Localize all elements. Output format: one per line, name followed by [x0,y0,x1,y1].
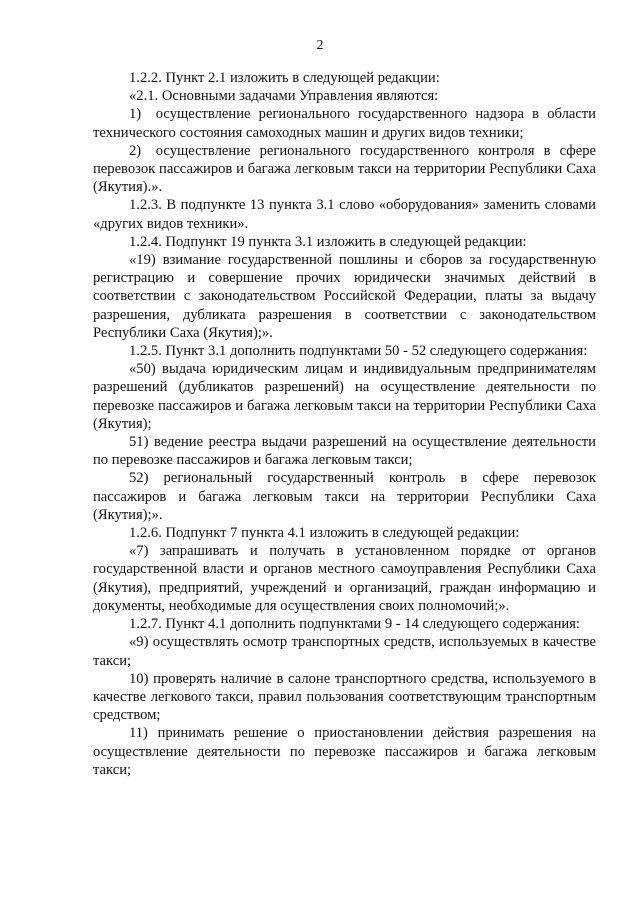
subitem-52: 52) региональный государственный контроль в сфере перевозок пассажиров и багажа легковым такси на территории Республики Саха (Якутия);». [93,470,596,523]
paragraph-1-2-2: 1.2.2. Пункт 2.1 изложить в следующей редакции: [129,70,440,86]
paragraph-1-2-6: 1.2.6. Подпункт 7 пункта 4.1 изложить в следующей редакции: [129,525,520,542]
subitem-10: 10) проверять наличие в салоне транспортного средства, используемого в качестве легкового такси, правил пользования соответствующим транспортным средством; [93,670,596,724]
page-number: 2 [316,38,324,53]
paragraph-1-2-3: 1.2.3. В подпункте 13 пункта 3.1 слово «оборудования» заменить словами «других видов техники». [93,197,596,232]
paragraph-2-1-heading: «2.1. Основными задачами Управления являются: [129,88,439,105]
document-body [93,69,596,779]
paragraph-1-2-4: 1.2.4. Подпункт 19 пункта 3.1 изложить в следующей редакции: [129,233,527,250]
paragraph-1-2-5: 1.2.5. Пункт 3.1 дополнить подпунктами 50 - 52 следующего содержания: [129,343,588,360]
subitem-50: «50) выдача юридическим лицам и индивидуальным предпринимателям разрешений (дубликатов разрешений) на осуществление деятельности по перевозке пассажиров и багажа легковым такси на территории Республики Саха (Якутия); [93,361,596,432]
subitem-9: «9) осуществлять осмотр транспортных средств, используемых в качестве такси; [93,634,596,669]
subitem-51: 51) ведение реестра выдачи разрешений на осуществление деятельности по перевозке пассажиров и багажа легковым такси; [93,434,596,469]
paragraph-1-2-7: 1.2.7. Пункт 4.1 дополнить подпунктами 9 - 14 следующего содержания: [129,616,580,633]
subitem-7: «7) запрашивать и получать в установленном порядке от органов государственной власти и органов местного самоуправления Республики Саха (Якутия), предприятий, учреждений и организаций, граждан информацию и документы, необходимые для осуществления своих полномочий;». [93,543,596,614]
subitem-19: «19) взимание государственной пошлины и сборов за государственную регистрацию и совершение прочих юридически значимых действий в соответствии с законодательством Российской Федерации, платы за выдачу разрешения, дубликата разрешения в соответствии с законодательством Республики Саха (Якутия);». [93,252,596,341]
list-item-1: 1) осуществление регионального государственного надзора в области технического состояния самоходных машин и других видов техники; [93,106,596,141]
subitem-11: 11) принимать решение о приостановлении действия разрешения на осуществление деятельности по перевозке пассажиров и багажа легковым такси; [93,725,596,778]
list-item-2: 2) осуществление регионального государственного контроля в сфере перевозок пассажиров и багажа легковым такси на территории Республики Саха (Якутия).». [93,142,596,196]
